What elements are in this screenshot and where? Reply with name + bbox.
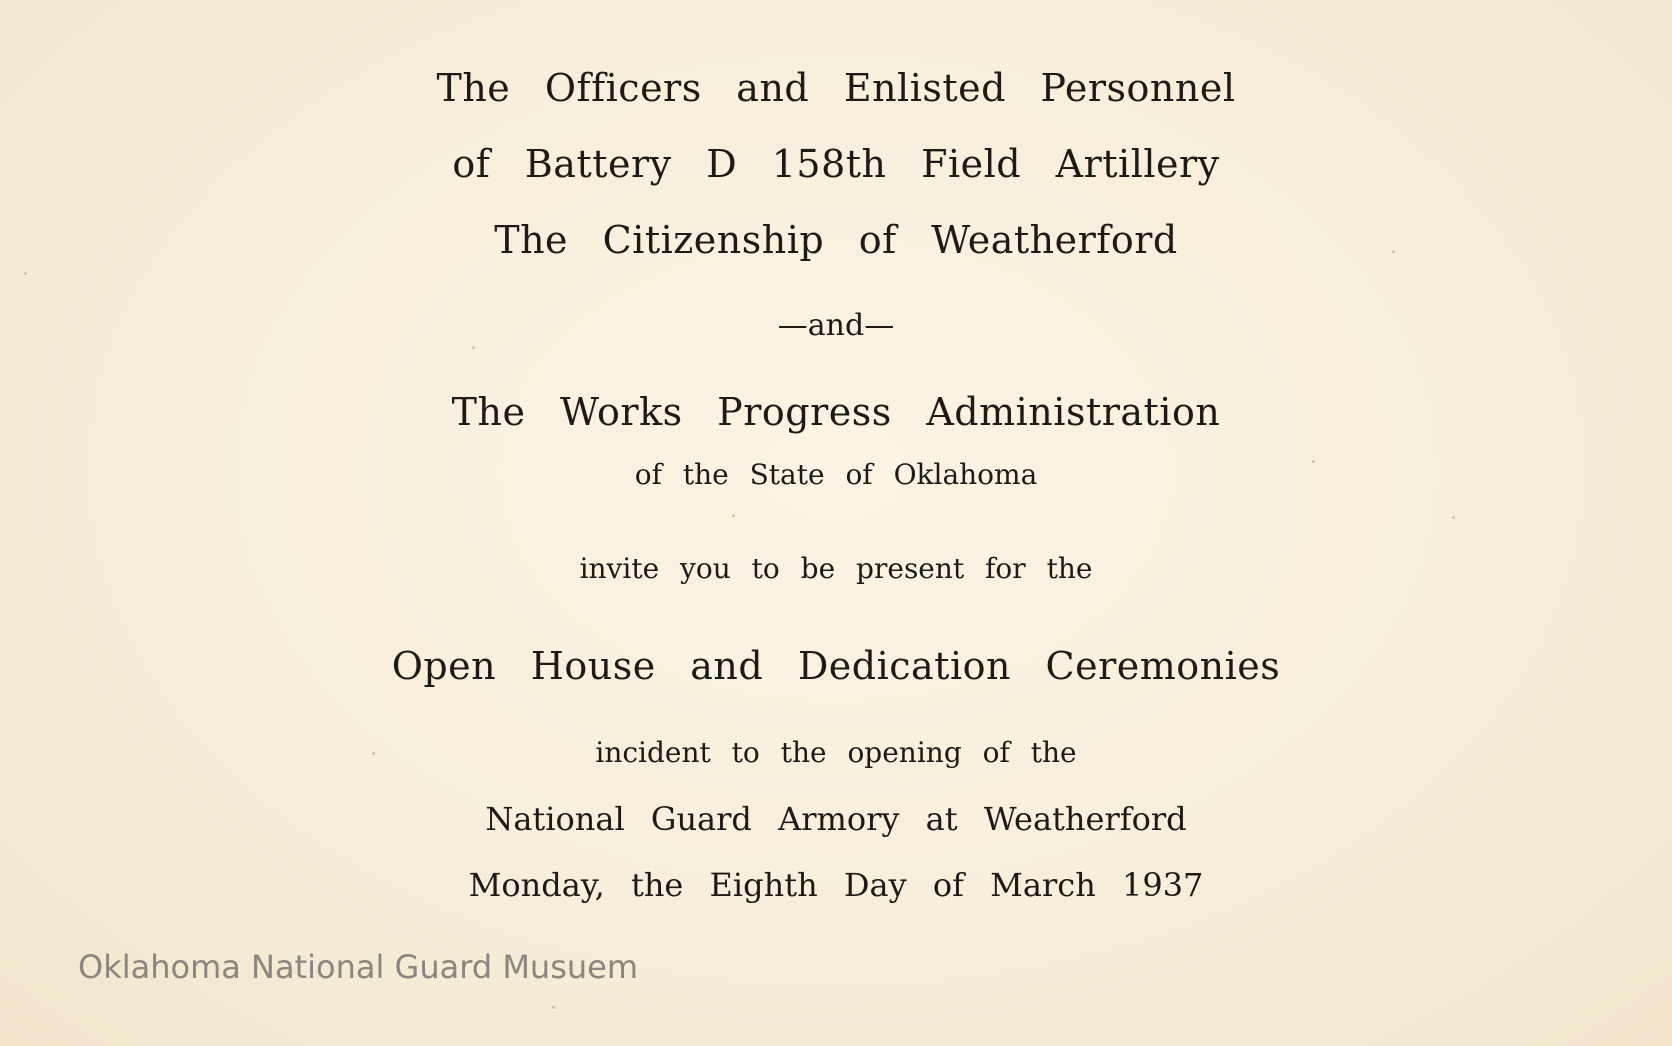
paper-speck: [24, 272, 27, 275]
line-armory: National Guard Armory at Weatherford: [485, 800, 1187, 838]
line-officers-personnel: The Officers and Enlisted Personnel: [436, 66, 1236, 110]
paper-speck: [1452, 516, 1455, 519]
line-battery-d: of Battery D 158th Field Artillery: [452, 142, 1220, 186]
line-open-house: Open House and Dedication Ceremonies: [391, 644, 1281, 688]
paper-speck: [1392, 250, 1395, 253]
paper-speck: [552, 1006, 555, 1009]
line-date: Monday, the Eighth Day of March 1937: [468, 866, 1204, 904]
paper-speck: [372, 752, 375, 755]
line-and-separator: —and—: [777, 308, 895, 343]
paper-speck: [472, 346, 475, 349]
museum-watermark: Oklahoma National Guard Musuem: [78, 948, 639, 986]
line-citizenship: The Citizenship of Weatherford: [494, 218, 1178, 262]
line-works-progress: The Works Progress Administration: [451, 390, 1221, 434]
paper-speck: [1312, 460, 1315, 463]
line-incident: incident to the opening of the: [595, 736, 1077, 769]
line-state-oklahoma: of the State of Oklahoma: [634, 458, 1038, 491]
line-invite: invite you to be present for the: [579, 552, 1093, 585]
paper-speck: [732, 514, 735, 517]
